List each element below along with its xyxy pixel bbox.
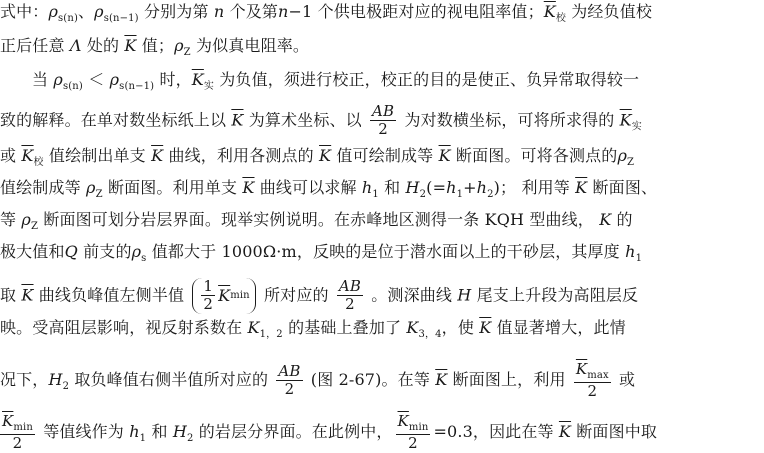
- k-bar-symbol: $\overline{K}$: [21, 146, 34, 165]
- subscript: min: [408, 422, 429, 433]
- fraction-denominator: 2: [378, 119, 388, 138]
- fraction-denominator: 2: [587, 381, 598, 400]
- k-bar-symbol: $\overline{K}$: [319, 146, 332, 165]
- text-run: 时，: [159, 70, 192, 89]
- subscript: 2: [487, 189, 494, 200]
- k-bar-symbol: $\overline{K}$: [151, 146, 164, 165]
- math-var: h: [129, 422, 140, 442]
- text-run: 断面图可划分岩层界面。现举实例说明。在赤峰地区测得一条 KQH 型曲线，: [43, 210, 594, 229]
- text-line-3: [0, 72, 764, 92]
- text-run: 为对数横坐标，可将所求得的: [404, 110, 615, 130]
- rho-symbol: ρ: [21, 210, 31, 229]
- text-run: 或: [0, 146, 17, 165]
- fraction-denominator: 2: [345, 294, 355, 313]
- math-var: n: [213, 2, 225, 21]
- subscript: 校: [555, 13, 566, 24]
- k-bar-symbol: $\overline{K}$: [231, 110, 244, 130]
- parenthesized-expression: [192, 278, 255, 314]
- subscript: 1，2: [259, 329, 283, 340]
- fraction-numerator: 1: [203, 277, 214, 295]
- text-run: 或: [619, 370, 636, 390]
- text-run: 为负值，须进行校正，校正的目的是使正、负异常取得较一: [219, 70, 640, 89]
- text-run: 的岩层分界面。在此例中，: [198, 422, 393, 442]
- fraction-ab-over-2: [337, 279, 363, 313]
- subscript: 1: [139, 433, 147, 445]
- subscript: Z: [95, 189, 103, 200]
- math-var: H: [48, 370, 63, 390]
- fraction-numerator: [396, 414, 431, 435]
- text-run: 值都大于 1000Ω·m，反映的是位于潜水面以上的干砂层，其厚度: [151, 242, 620, 261]
- text-run: −1 个供电极距对应的视电阻率值；: [288, 2, 544, 21]
- fraction-denominator: 2: [408, 433, 418, 452]
- text-run: 、: [78, 2, 95, 21]
- text-run: 曲线可以求解: [259, 178, 357, 197]
- text-line-5: [0, 148, 764, 168]
- subscript: 2: [62, 381, 70, 393]
- text-run: (=: [426, 178, 447, 197]
- math-var: K: [247, 318, 260, 337]
- math-var: h: [446, 178, 457, 197]
- text-line-10: [0, 320, 764, 340]
- rho-symbol: ρ: [131, 242, 142, 261]
- fraction-kmax-over-2: [574, 362, 611, 399]
- text-run: 尾支上升段为高阻层反: [476, 285, 639, 305]
- fraction-one-half: [201, 279, 215, 313]
- subscript: min: [230, 289, 250, 301]
- math-var: H: [172, 422, 187, 442]
- text-run: 取负峰值右侧半值所对应的: [74, 370, 269, 390]
- text-run: 的: [616, 210, 633, 229]
- text-run: +: [463, 178, 477, 197]
- text-run: 正后任意: [0, 36, 65, 55]
- text-run: 前支的: [83, 242, 132, 261]
- text-run: 断面图上，利用: [452, 370, 566, 390]
- subscript: 实: [203, 81, 215, 92]
- text-line-12: [0, 414, 764, 451]
- text-run: 曲线负峰值左侧半值: [38, 285, 185, 305]
- text-run: 断面图、: [592, 178, 658, 197]
- fraction-ab-over-2: [370, 104, 396, 138]
- fraction-numerator: AB: [338, 277, 362, 295]
- math-var: h: [625, 242, 636, 261]
- text-run: 。测深曲线: [371, 285, 453, 305]
- text-run: 极大值和: [0, 242, 65, 261]
- text-run: 断面图中取: [576, 422, 658, 442]
- subscript: 1: [372, 189, 379, 200]
- text-run: 取: [0, 285, 17, 305]
- math-var: K: [406, 318, 419, 337]
- text-run: 当: [32, 70, 49, 89]
- text-run: 和: [151, 422, 168, 442]
- rho-symbol: ρ: [94, 2, 104, 21]
- text-run: 的基础上叠加了: [288, 318, 402, 337]
- text-line-9: [0, 278, 764, 314]
- text-run: 为经负值校: [571, 2, 653, 21]
- text-line-4: [0, 104, 764, 138]
- k-bar-symbol: $\overline{K}$: [558, 422, 572, 442]
- text-run: 值；: [141, 36, 175, 55]
- fraction-ab-over-2: [276, 361, 302, 398]
- k-bar-symbol: $\overline{K}$: [242, 178, 255, 197]
- subscript: 校: [33, 157, 44, 168]
- subscript: Z: [30, 221, 39, 232]
- rho-symbol: ρ: [617, 146, 627, 165]
- math-var: K: [599, 210, 612, 229]
- k-bar-symbol: $\overline{K}$: [124, 36, 137, 55]
- k-bar-symbol: $\overline{K}$: [397, 412, 409, 430]
- text-run: 映。受高阻层影响，视反射系数在: [0, 318, 243, 337]
- text-run: )；: [493, 178, 517, 197]
- text-run: ＜: [88, 70, 105, 89]
- text-run: 等值线作为: [43, 422, 124, 442]
- text-run: 分别为第: [144, 2, 209, 21]
- fraction-kmin-over-2: [396, 414, 431, 451]
- text-run: 值显著增大，此情: [496, 318, 626, 337]
- k-bar-symbol: $\overline{K}$: [191, 70, 204, 89]
- text-run: ，使: [441, 318, 474, 337]
- fraction-numerator: AB: [278, 361, 301, 380]
- subscript: 2: [419, 189, 427, 200]
- text-run: 等: [0, 210, 17, 229]
- fraction-numerator: [0, 414, 35, 435]
- math-var: H: [405, 178, 420, 197]
- fraction-denominator: 2: [203, 294, 214, 313]
- text-run: 值绘制成等: [0, 178, 81, 197]
- subscript: Z: [183, 47, 191, 58]
- rho-symbol: ρ: [109, 70, 120, 89]
- k-bar-symbol: $\overline{K}$: [575, 178, 588, 197]
- text-run: 为似真电阻率。: [195, 36, 310, 55]
- subscript: s(n−1): [119, 81, 155, 92]
- subscript: s(n): [62, 81, 83, 92]
- subscript: 2: [186, 433, 194, 445]
- rho-symbol: ρ: [174, 36, 184, 55]
- math-var: n: [278, 2, 289, 21]
- math-var: h: [361, 178, 373, 197]
- k-bar-symbol: $\overline{K}$: [543, 2, 556, 21]
- fraction-numerator: [574, 362, 611, 383]
- fraction-denominator: 2: [284, 379, 295, 398]
- rho-symbol: ρ: [86, 178, 96, 197]
- math-var: H: [457, 285, 472, 305]
- subscript: 1: [456, 189, 464, 200]
- subscript: s(n−1): [103, 13, 139, 24]
- text-line-1: [0, 4, 764, 24]
- text-run: 值可绘制成等: [336, 146, 434, 165]
- subscript: s(n): [58, 13, 78, 24]
- text-run: (图 2-67)。在等: [310, 370, 430, 390]
- k-bar-symbol: $\overline{K}$: [479, 318, 492, 337]
- subscript: 实: [631, 121, 642, 133]
- subscript: max: [587, 370, 609, 381]
- math-var: Q: [64, 242, 78, 261]
- subscript: Z: [627, 157, 635, 168]
- k-bar-symbol: $\overline{K}$: [435, 370, 448, 390]
- text-run: 和: [384, 178, 401, 197]
- text-run: 所对应的: [264, 285, 329, 305]
- text-run: 为算术坐标、以: [248, 110, 362, 130]
- k-bar-symbol: $\overline{K}$: [2, 412, 14, 430]
- subscript: 1: [635, 253, 643, 264]
- fraction-numerator: AB: [372, 102, 395, 120]
- fraction-kmin-over-2: [0, 414, 35, 451]
- subscript: s: [141, 253, 147, 264]
- text-run: 式中：: [0, 2, 49, 21]
- text-run: 致的解释。在单对数坐标纸上以: [0, 110, 227, 130]
- rho-symbol: ρ: [48, 2, 59, 21]
- text-line-7: [0, 212, 764, 232]
- k-bar-symbol: $\overline{K}$: [575, 360, 588, 378]
- text-line-6: [0, 180, 764, 200]
- text-run: 断面图。利用单支: [107, 178, 238, 197]
- text-line-8: [0, 244, 764, 264]
- rho-symbol: ρ: [53, 70, 63, 89]
- k-bar-symbol: $\overline{K}$: [619, 110, 632, 130]
- subscript: min: [13, 422, 33, 433]
- text-run: 处的: [86, 36, 120, 55]
- k-bar-symbol: $\overline{K}$: [438, 146, 451, 165]
- math-var: h: [476, 178, 488, 197]
- text-run: =0.3，因此在等: [433, 422, 554, 442]
- text-run: 况下，: [0, 370, 49, 390]
- text-run: 利用等: [521, 178, 570, 197]
- fraction-denominator: 2: [12, 433, 23, 452]
- k-bar-symbol: $\overline{K}$: [21, 285, 34, 305]
- text-line-11: [0, 362, 764, 399]
- text-run: 值绘制出单支: [48, 146, 146, 165]
- text-run: 断面图。可将各测点的: [455, 146, 618, 165]
- text-line-2: [0, 38, 764, 58]
- text-run: 个及第: [229, 2, 279, 21]
- subscript: 3，4: [418, 329, 442, 340]
- text-run: 曲线，利用各测点的: [168, 146, 314, 165]
- k-bar-symbol: $\overline{K}$: [218, 285, 231, 305]
- math-var: Λ: [69, 36, 82, 55]
